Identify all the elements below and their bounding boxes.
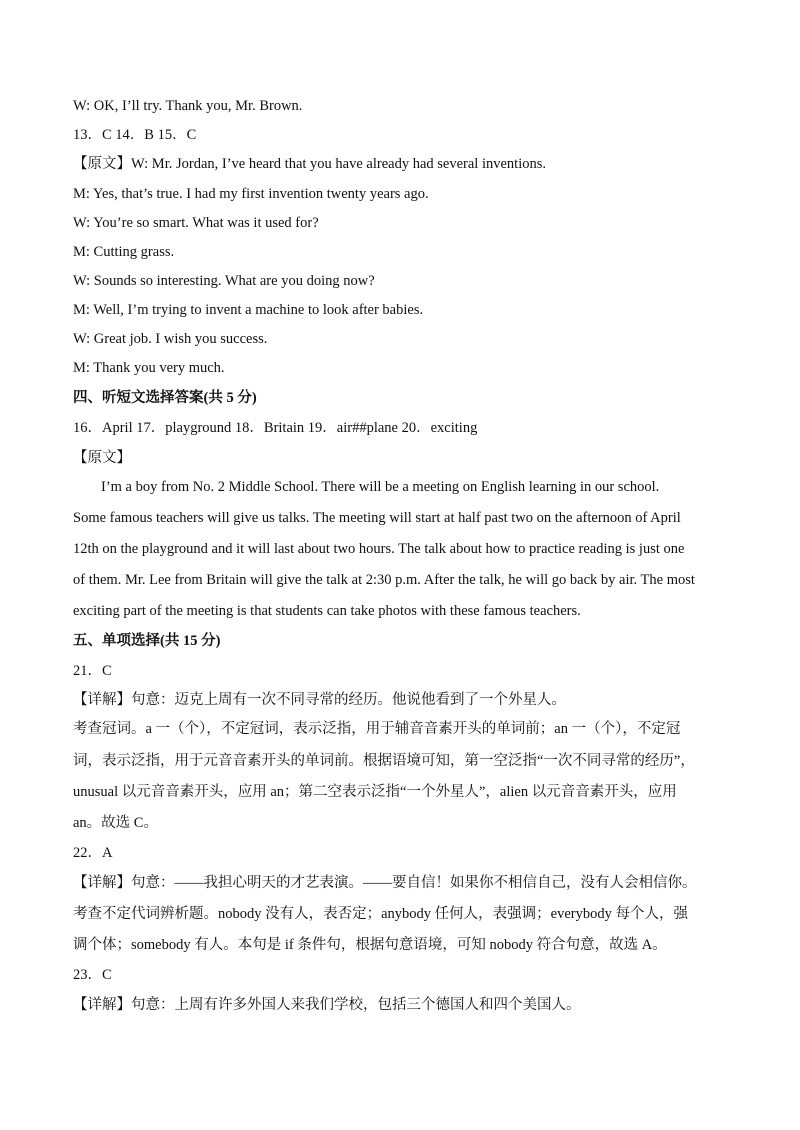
dialogue-line: W: Sounds so interesting. What are you doing now? [73,273,375,289]
explanation-line: 考查不定代词辨析题。nobody 没有人，表否定；anybody 任何人，表强调；everybody 每个人，强 [73,906,689,922]
transcript-label: 【原文】 [73,450,131,466]
passage-line: Some famous teachers will give us talks. The meeting will start at half past two on the afternoon of April [73,510,681,526]
dialogue-line: M: Well, I’m trying to invent a machine to look after babies. [73,302,424,318]
passage-line: of them. Mr. Lee from Britain will give the talk at 2:30 p.m. After the talk, he will go back by air. The most [73,572,695,588]
passage-line: I’m a boy from No. 2 Middle School. There will be a meeting on English learning in our school. [101,479,660,495]
answer-line: 16．April 17．playground 18．Britain 19．air##plane 20．exciting [73,420,478,436]
section-heading: 五、单项选择(共 15 分) [73,633,221,649]
explanation-line: 【详解】句意：上周有许多外国人来我们学校，包括三个德国人和四个美国人。 [73,997,581,1013]
answer-line: 21．C [73,663,112,679]
dialogue-line: W: OK, I’ll try. Thank you, Mr. Brown. [73,98,303,114]
dialogue-line: M: Cutting grass. [73,244,175,260]
explanation-line: unusual 以元音音素开头，应用 an；第二空表示泛指“一个外星人”，alien 以元音音素开头，应用 [73,784,677,800]
explanation-line: an。故选 C。 [73,815,158,831]
answer-line: 22．A [73,845,113,861]
answer-line: 13．C 14．B 15．C [73,127,197,143]
dialogue-line: M: Yes, that’s true. I had my first invention twenty years ago. [73,186,429,202]
passage-line: exciting part of the meeting is that students can take photos with these famous teachers. [73,603,581,619]
explanation-line: 【详解】句意：——我担心明天的才艺表演。——要自信！如果你不相信自己，没有人会相信你。 [73,875,697,891]
explanation-line: 考查冠词。a 一（个），不定冠词，表示泛指，用于辅音音素开头的单词前；an 一（个），不定冠 [73,721,681,737]
explanation-line: 【详解】句意：迈克上周有一次不同寻常的经历。他说他看到了一个外星人。 [73,692,566,708]
explanation-line: 词，表示泛指，用于元音音素开头的单词前。根据语境可知，第一空泛指“一次不同寻常的经历”， [73,753,695,769]
dialogue-line: M: Thank you very much. [73,360,225,376]
answer-line: 23．C [73,967,112,983]
section-heading: 四、听短文选择答案(共 5 分) [73,390,257,406]
explanation-line: 调个体；somebody 有人。本句是 if 条件句，根据句意语境，可知 nobody 符合句意，故选 A。 [73,937,667,953]
dialogue-line: W: Great job. I wish you success. [73,331,268,347]
passage-line: 12th on the playground and it will last about two hours. The talk about how to practice reading is just one [73,541,685,557]
dialogue-line: W: You’re so smart. What was it used for? [73,215,319,231]
transcript-line: 【原文】W: Mr. Jordan, I’ve heard that you have already had several inventions. [73,156,546,172]
